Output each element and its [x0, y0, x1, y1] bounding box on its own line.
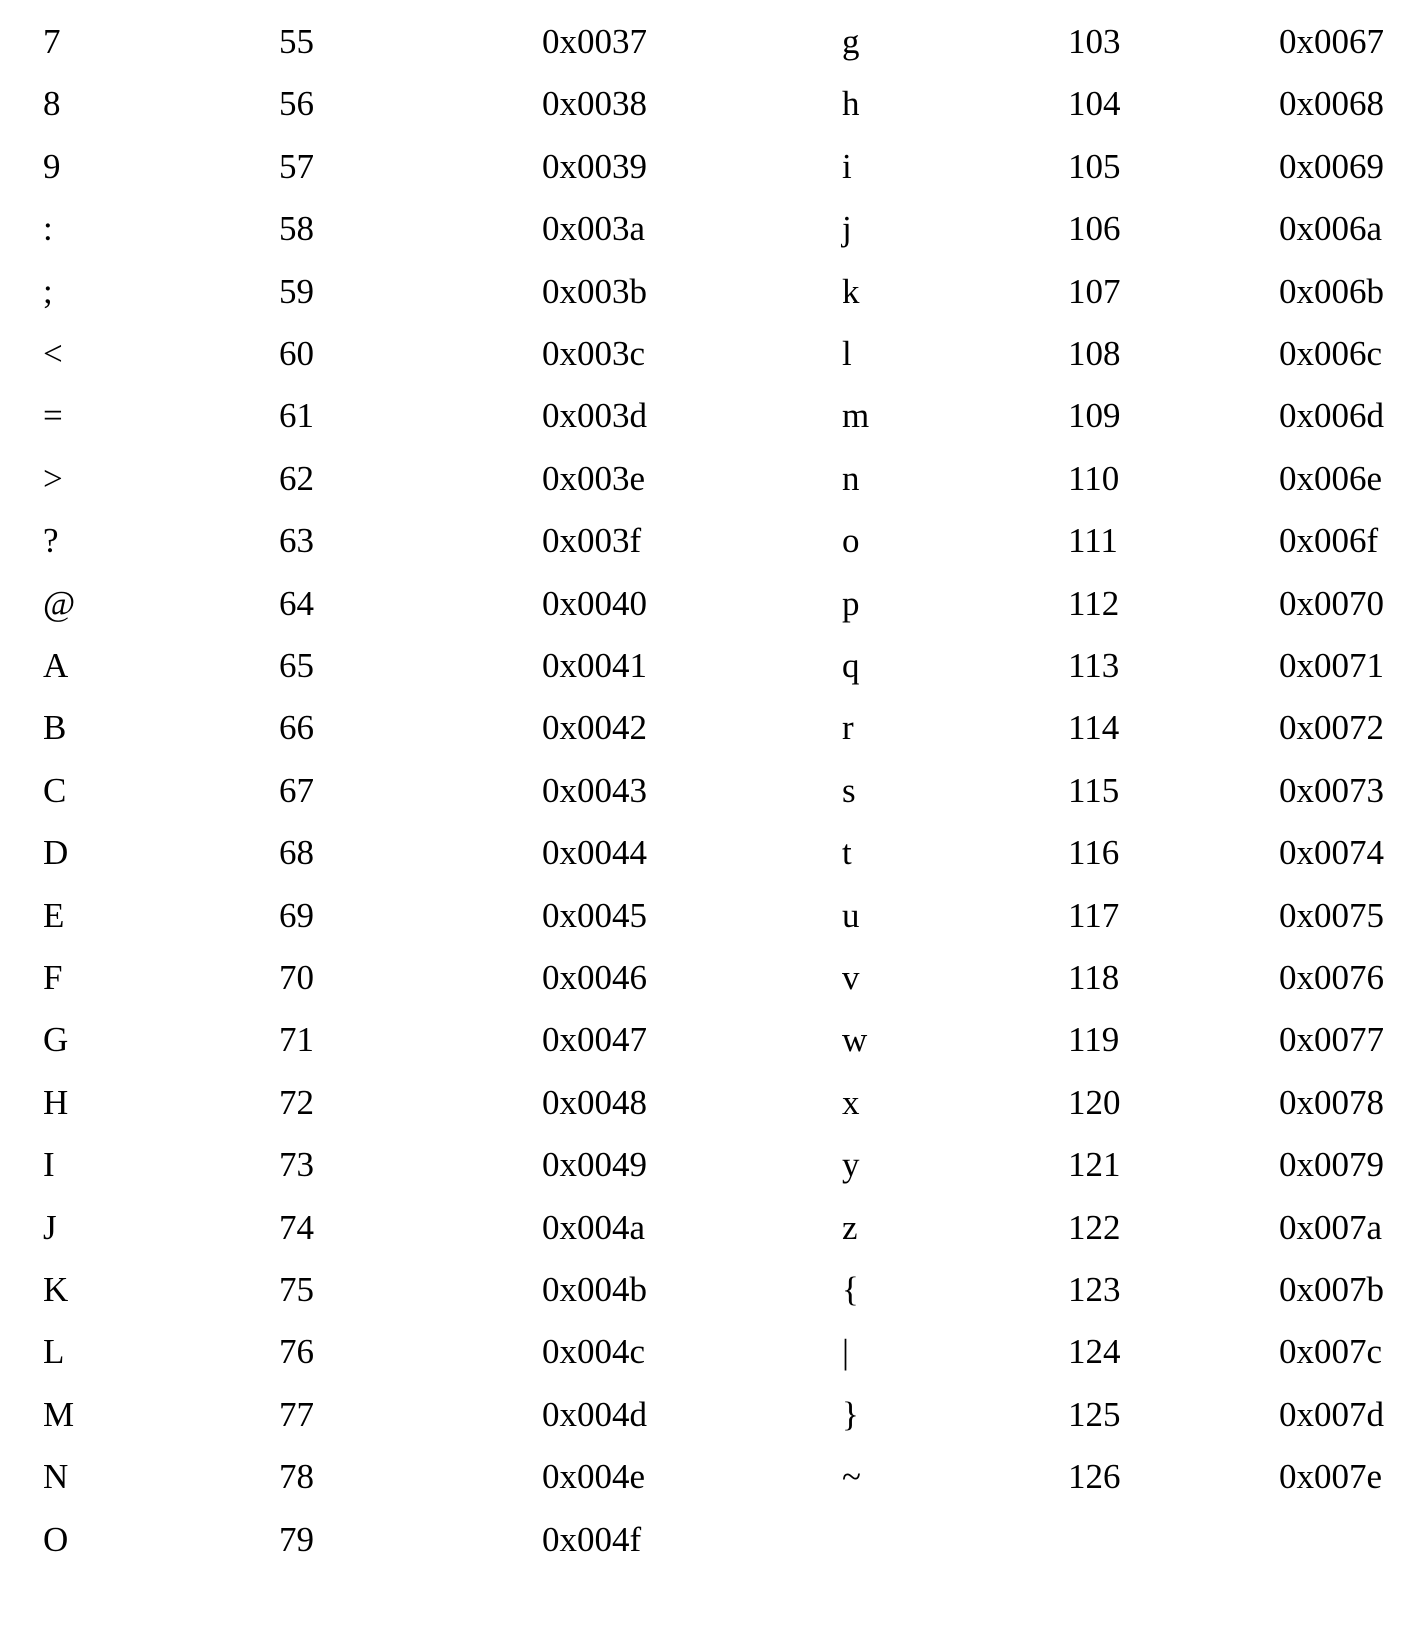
cell-left-hex: 0x0038: [542, 84, 647, 124]
cell-left-char: H: [43, 1082, 69, 1122]
cell-right-hex: 0x0070: [1279, 583, 1384, 623]
cell-right-hex: 0x0072: [1279, 708, 1384, 748]
cell-right-decimal: 107: [1068, 271, 1121, 311]
cell-right-decimal: 116: [1068, 833, 1120, 873]
cell-right-decimal: 113: [1068, 646, 1120, 685]
cell-left-char: C: [43, 770, 67, 810]
cell-right-decimal: 108: [1068, 334, 1121, 373]
cell-left-char: G: [43, 1020, 69, 1060]
cell-left-char: :: [43, 209, 53, 249]
cell-left-hex: 0x0047: [542, 1020, 647, 1060]
cell-right-hex: 0x0076: [1279, 958, 1384, 997]
cell-left-decimal: 59: [279, 271, 314, 311]
cell-left-decimal: 63: [279, 521, 314, 561]
table-row: [0, 1457, 1426, 1522]
cell-right-char: p: [842, 583, 860, 623]
cell-left-decimal: 67: [279, 770, 314, 810]
table-row: [0, 84, 1426, 149]
cell-right-char: y: [842, 1145, 860, 1185]
cell-left-decimal: 69: [279, 895, 314, 935]
cell-left-decimal: 55: [279, 22, 314, 61]
cell-left-hex: 0x0041: [542, 646, 647, 685]
cell-left-decimal: 58: [279, 209, 314, 249]
cell-right-char: w: [842, 1020, 868, 1060]
cell-left-decimal: 64: [279, 583, 314, 623]
cell-right-decimal: 125: [1068, 1394, 1121, 1434]
cell-right-decimal: 120: [1068, 1082, 1121, 1122]
cell-right-hex: 0x007c: [1279, 1332, 1383, 1372]
cell-right-decimal: 126: [1068, 1457, 1121, 1497]
cell-right-char: x: [842, 1082, 860, 1122]
table-row: [0, 396, 1426, 461]
cell-left-char: 9: [43, 146, 61, 186]
cell-left-decimal: 76: [279, 1332, 314, 1372]
cell-right-char: }: [842, 1394, 859, 1434]
cell-right-char: m: [842, 396, 870, 436]
cell-right-char: k: [842, 271, 860, 311]
cell-right-hex: 0x0071: [1279, 646, 1384, 685]
cell-left-decimal: 71: [279, 1020, 314, 1060]
table-row: [0, 147, 1426, 212]
cell-right-hex: 0x0074: [1279, 833, 1384, 873]
cell-left-hex: 0x004c: [542, 1332, 646, 1372]
cell-left-hex: 0x003a: [542, 209, 646, 249]
cell-left-char: E: [43, 895, 65, 935]
cell-left-hex: 0x0040: [542, 583, 647, 623]
cell-right-hex: 0x0075: [1279, 895, 1384, 935]
cell-left-char: I: [43, 1145, 55, 1185]
cell-right-decimal: 105: [1068, 146, 1121, 186]
cell-right-decimal: 121: [1068, 1145, 1121, 1185]
cell-right-hex: 0x0069: [1279, 146, 1384, 186]
cell-right-decimal: 124: [1068, 1332, 1121, 1372]
cell-left-hex: 0x003b: [542, 271, 647, 311]
cell-left-decimal: 72: [279, 1082, 314, 1122]
cell-left-hex: 0x003f: [542, 521, 642, 561]
table-row: [0, 334, 1426, 399]
cell-left-decimal: 66: [279, 708, 314, 748]
table-row: [0, 584, 1426, 649]
cell-left-hex: 0x004b: [542, 1270, 647, 1309]
cell-left-char: <: [43, 334, 63, 373]
cell-right-decimal: 110: [1068, 458, 1120, 498]
cell-right-hex: 0x0079: [1279, 1145, 1384, 1185]
cell-left-decimal: 68: [279, 833, 314, 873]
cell-right-decimal: 122: [1068, 1207, 1121, 1247]
cell-left-decimal: 75: [279, 1270, 314, 1309]
table-row: [0, 521, 1426, 586]
table-row: [0, 1332, 1426, 1397]
cell-right-char: g: [842, 22, 860, 61]
table-row: [0, 896, 1426, 961]
cell-right-char: z: [842, 1207, 858, 1247]
cell-left-decimal: 78: [279, 1457, 314, 1497]
cell-left-char: B: [43, 708, 67, 748]
cell-right-hex: 0x007d: [1279, 1394, 1384, 1434]
cell-left-char: D: [43, 833, 69, 873]
cell-right-hex: 0x006f: [1279, 521, 1379, 561]
cell-left-hex: 0x0043: [542, 770, 647, 810]
cell-left-hex: 0x004f: [542, 1519, 642, 1559]
cell-left-hex: 0x0042: [542, 708, 647, 748]
cell-left-hex: 0x0039: [542, 146, 647, 186]
cell-right-hex: 0x007a: [1279, 1207, 1383, 1247]
cell-left-decimal: 79: [279, 1519, 314, 1559]
table-row: [0, 708, 1426, 773]
cell-left-decimal: 60: [279, 334, 314, 373]
cell-left-decimal: 56: [279, 84, 314, 124]
cell-right-char: h: [842, 84, 860, 124]
table-row: [0, 1208, 1426, 1273]
cell-left-hex: 0x0044: [542, 833, 647, 873]
cell-left-char: M: [43, 1394, 75, 1434]
cell-left-char: 8: [43, 84, 61, 124]
table-row: [0, 459, 1426, 524]
table-row: [0, 1270, 1426, 1335]
table-row: [0, 646, 1426, 711]
cell-right-hex: 0x007b: [1279, 1270, 1384, 1309]
table-row: [0, 958, 1426, 1023]
cell-right-decimal: 103: [1068, 22, 1121, 61]
cell-right-hex: 0x007e: [1279, 1457, 1383, 1497]
cell-right-char: v: [842, 958, 860, 997]
cell-right-char: j: [842, 209, 852, 249]
cell-right-decimal: 119: [1068, 1020, 1120, 1060]
cell-right-char: r: [842, 708, 854, 748]
table-row: [0, 1145, 1426, 1210]
cell-left-hex: 0x003d: [542, 396, 647, 436]
cell-left-char: =: [43, 396, 63, 436]
cell-right-char: l: [842, 334, 852, 373]
cell-right-decimal: 114: [1068, 708, 1120, 748]
table-row: [0, 833, 1426, 898]
cell-left-char: N: [43, 1457, 69, 1497]
table-row: [0, 771, 1426, 836]
cell-left-decimal: 74: [279, 1207, 314, 1247]
cell-left-hex: 0x004e: [542, 1457, 646, 1497]
cell-left-char: >: [43, 458, 63, 498]
cell-left-decimal: 70: [279, 958, 314, 997]
cell-right-hex: 0x0078: [1279, 1082, 1384, 1122]
table-row: [0, 209, 1426, 274]
cell-right-decimal: 109: [1068, 396, 1121, 436]
table-row: [0, 1083, 1426, 1148]
cell-left-hex: 0x003e: [542, 458, 646, 498]
cell-left-hex: 0x004a: [542, 1207, 646, 1247]
cell-left-char: O: [43, 1519, 69, 1559]
cell-right-hex: 0x0067: [1279, 22, 1384, 61]
cell-right-decimal: 123: [1068, 1270, 1121, 1309]
cell-right-char: n: [842, 458, 860, 498]
table-row: [0, 22, 1426, 87]
cell-right-decimal: 111: [1068, 521, 1118, 561]
cell-left-hex: 0x0037: [542, 22, 647, 61]
cell-left-hex: 0x0045: [542, 895, 647, 935]
cell-left-decimal: 77: [279, 1394, 314, 1434]
cell-right-hex: 0x0077: [1279, 1020, 1384, 1060]
cell-right-hex: 0x0073: [1279, 770, 1384, 810]
cell-left-decimal: 57: [279, 146, 314, 186]
table-row: [0, 1020, 1426, 1085]
cell-right-decimal: 106: [1068, 209, 1121, 249]
cell-right-hex: 0x006e: [1279, 458, 1383, 498]
cell-right-char: u: [842, 895, 860, 935]
cell-right-hex: 0x006c: [1279, 334, 1383, 373]
table-row: [0, 272, 1426, 337]
cell-right-decimal: 118: [1068, 958, 1120, 997]
cell-left-decimal: 73: [279, 1145, 314, 1185]
cell-left-hex: 0x0048: [542, 1082, 647, 1122]
cell-left-decimal: 65: [279, 646, 314, 685]
cell-left-char: A: [43, 646, 69, 685]
cell-right-decimal: 112: [1068, 583, 1120, 623]
cell-right-decimal: 115: [1068, 770, 1120, 810]
cell-left-char: ;: [43, 271, 53, 311]
cell-left-hex: 0x004d: [542, 1394, 647, 1434]
cell-right-char: |: [842, 1332, 850, 1372]
cell-right-hex: 0x006b: [1279, 271, 1384, 311]
cell-left-char: J: [43, 1207, 57, 1247]
cell-left-char: ?: [43, 521, 59, 561]
cell-right-char: s: [842, 770, 856, 810]
cell-right-char: {: [842, 1270, 859, 1309]
cell-left-char: 7: [43, 22, 61, 61]
cell-right-hex: 0x006d: [1279, 396, 1384, 436]
cell-right-char: i: [842, 146, 852, 186]
cell-right-char: o: [842, 521, 860, 561]
cell-left-hex: 0x0049: [542, 1145, 647, 1185]
cell-left-char: K: [43, 1270, 69, 1309]
cell-right-char: t: [842, 833, 852, 873]
cell-left-decimal: 61: [279, 396, 314, 436]
cell-right-decimal: 117: [1068, 895, 1120, 935]
cell-left-char: F: [43, 958, 63, 997]
cell-left-decimal: 62: [279, 458, 314, 498]
cell-right-char: q: [842, 646, 860, 685]
cell-right-hex: 0x006a: [1279, 209, 1383, 249]
cell-left-hex: 0x003c: [542, 334, 646, 373]
cell-left-char: @: [43, 583, 76, 623]
table-row: [0, 1520, 1426, 1585]
cell-right-char: ~: [842, 1457, 861, 1497]
cell-left-hex: 0x0046: [542, 958, 647, 997]
cell-right-hex: 0x0068: [1279, 84, 1384, 124]
table-row: [0, 1395, 1426, 1460]
cell-left-char: L: [43, 1332, 65, 1372]
cell-right-decimal: 104: [1068, 84, 1121, 124]
